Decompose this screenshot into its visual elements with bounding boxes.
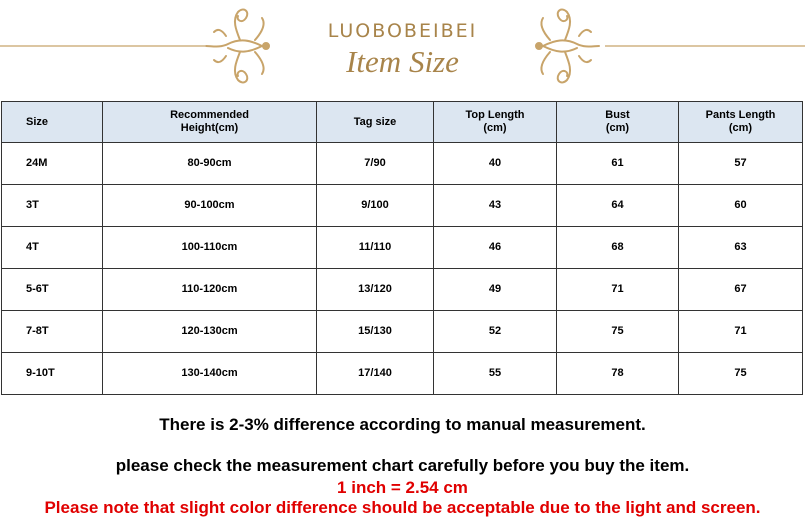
cell-tag-size: 7/90 bbox=[317, 143, 434, 185]
cell-height: 80-90cm bbox=[103, 143, 317, 185]
cell-top-length: 40 bbox=[434, 143, 557, 185]
cell-pants-length: 60 bbox=[679, 185, 803, 227]
table-row bbox=[2, 143, 803, 185]
inch-conversion-note: 1 inch = 2.54 cm bbox=[337, 478, 468, 497]
size-chart-table bbox=[1, 101, 803, 395]
cell-top-length: 55 bbox=[434, 353, 557, 395]
cell-height: 100-110cm bbox=[103, 227, 317, 269]
size-chart-header bbox=[0, 0, 805, 95]
cell-tag-size: 11/110 bbox=[317, 227, 434, 269]
column-header-pants-length: Pants Length (cm) bbox=[679, 102, 803, 143]
cell-height: 90-100cm bbox=[103, 185, 317, 227]
cell-height: 120-130cm bbox=[103, 311, 317, 353]
table-row bbox=[2, 269, 803, 311]
page-title: Item Size bbox=[346, 44, 459, 79]
table-header-row bbox=[2, 102, 803, 143]
cell-size: 9-10T bbox=[2, 353, 103, 395]
cell-bust: 61 bbox=[557, 143, 679, 185]
cell-pants-length: 63 bbox=[679, 227, 803, 269]
brand-name: LUOBOBEIBEI bbox=[327, 20, 478, 42]
cell-size: 3T bbox=[2, 185, 103, 227]
table-row bbox=[2, 311, 803, 353]
cell-height: 130-140cm bbox=[103, 353, 317, 395]
cell-size: 24M bbox=[2, 143, 103, 185]
table-row bbox=[2, 227, 803, 269]
cell-top-length: 46 bbox=[434, 227, 557, 269]
cell-tag-size: 15/130 bbox=[317, 311, 434, 353]
cell-bust: 71 bbox=[557, 269, 679, 311]
column-header-top-length: Top Length (cm) bbox=[434, 102, 557, 143]
cell-size: 4T bbox=[2, 227, 103, 269]
color-difference-note: Please note that slight color difference should be acceptable due to the light and screen. bbox=[44, 498, 761, 517]
column-header-recommended-height: Recommended Height(cm) bbox=[103, 102, 317, 143]
cell-bust: 68 bbox=[557, 227, 679, 269]
cell-top-length: 52 bbox=[434, 311, 557, 353]
column-header-tag-size: Tag size bbox=[317, 102, 434, 143]
cell-pants-length: 57 bbox=[679, 143, 803, 185]
cell-pants-length: 71 bbox=[679, 311, 803, 353]
cell-pants-length: 75 bbox=[679, 353, 803, 395]
cell-size: 7-8T bbox=[2, 311, 103, 353]
column-header-bust: Bust (cm) bbox=[557, 102, 679, 143]
check-chart-note: please check the measurement chart carefully before you buy the item. bbox=[115, 456, 690, 475]
cell-tag-size: 9/100 bbox=[317, 185, 434, 227]
cell-top-length: 49 bbox=[434, 269, 557, 311]
cell-bust: 75 bbox=[557, 311, 679, 353]
table-row bbox=[2, 185, 803, 227]
cell-pants-length: 67 bbox=[679, 269, 803, 311]
cell-bust: 64 bbox=[557, 185, 679, 227]
cell-top-length: 43 bbox=[434, 185, 557, 227]
cell-bust: 78 bbox=[557, 353, 679, 395]
table-row bbox=[2, 353, 803, 395]
column-header-size: Size bbox=[2, 102, 103, 143]
cell-size: 5-6T bbox=[2, 269, 103, 311]
cell-height: 110-120cm bbox=[103, 269, 317, 311]
measurement-difference-note: There is 2-3% difference according to manual measurement. bbox=[159, 415, 646, 434]
cell-tag-size: 17/140 bbox=[317, 353, 434, 395]
cell-tag-size: 13/120 bbox=[317, 269, 434, 311]
